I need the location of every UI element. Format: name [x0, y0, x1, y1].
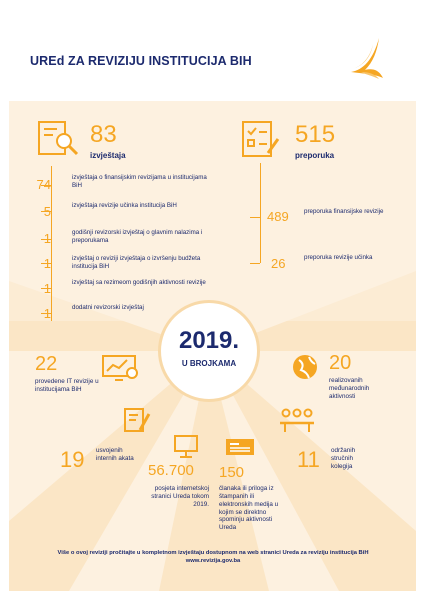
recommendation-item-num: 26: [271, 256, 286, 271]
checklist-icon: [240, 119, 282, 159]
audit-item-num: 74: [36, 177, 51, 192]
computer-icon: [172, 434, 200, 460]
audit-item-num: 1: [43, 256, 51, 271]
globe-icon: [289, 352, 321, 382]
it-audits-num: 22: [35, 353, 58, 375]
collegium-text: održanih stručnih kolegija: [331, 447, 356, 470]
meeting-icon: [277, 406, 317, 434]
audit-item-num: 5: [43, 204, 51, 219]
international-num: 20: [329, 352, 352, 374]
recommendation-item-text: preporuka revizije učinka: [304, 254, 373, 261]
recommendation-tick: [250, 263, 260, 264]
media-num: 150: [219, 464, 245, 481]
year-badge: [158, 300, 260, 402]
audit-item-num: 1: [43, 231, 51, 246]
year-label: 2019.: [178, 327, 240, 354]
audit-item-text: izvještaj o reviziji izvještaja o izvršenju budžeta institucija BiH: [72, 255, 201, 270]
internal-acts-text: usvojenih internih akata: [96, 447, 134, 462]
footer-note: Više o ovoj reviziji pročitajte u kompletnom izvještaju dostupnom na web stranici Ureda za reviziju institucija BiH: [57, 550, 369, 556]
audits-total: 83: [90, 121, 117, 148]
audit-item-text: izvještaj sa rezimeom godišnjih aktivnosti revizije: [72, 279, 206, 286]
audit-item-num: 1: [43, 281, 51, 296]
document-pen-icon: [122, 406, 152, 434]
newspaper-icon: [223, 436, 257, 458]
internal-acts-num: 19: [60, 447, 85, 472]
it-audits-text: provedene IT revizije u institucijama BiH: [35, 378, 99, 393]
page-title: UREd ZA REVIZIJU INSTITUCIJA BIH: [30, 54, 252, 68]
audit-item-text: dodatni revizorski izvještaj: [72, 304, 144, 311]
audit-item-text: godišnji revizorski izvještaj o glavnim nalazima i preporukama: [72, 229, 203, 244]
report-magnifier-icon: [37, 119, 81, 157]
monitor-chart-icon: [99, 353, 141, 383]
recommendation-tick: [250, 217, 260, 218]
recommendation-item-text: preporuka finansijske revizije: [304, 208, 384, 215]
recommendations-list-line: [260, 163, 261, 263]
audit-item-text: izvještaja revizije učinka institucija BiH: [72, 202, 177, 209]
logo-icon: [343, 32, 388, 82]
year-subtitle: U BROJKAMA: [181, 359, 237, 368]
audit-item-num: 1: [43, 306, 51, 321]
recommendation-item-num: 489: [267, 209, 289, 224]
audit-item-text: izvještaja o finansijskim revizijama u institucijama BiH: [72, 174, 207, 189]
footer-website-link[interactable]: www.revizija.gov.ba: [185, 558, 241, 565]
visits-num: 56.700: [148, 462, 194, 479]
collegium-num: 11: [297, 447, 320, 472]
footer: [30, 549, 396, 566]
audits-total-label: izvještaja: [90, 151, 126, 160]
recommendations-total-label: preporuka: [295, 151, 335, 160]
audits-list-line: [51, 166, 52, 321]
stats-panel: [9, 101, 416, 591]
international-text: realizovanih međunarodnih aktivnosti: [329, 377, 370, 400]
visits-text: posjeta internetskoj stranici Ureda tokom 2019.: [151, 485, 209, 508]
recommendations-total: 515: [295, 121, 336, 148]
media-text: članaka ili priloga iz štampanih ili elektronskih medija u kojim se direktno spominju aktivnosti Ureda: [219, 485, 279, 532]
header: [0, 0, 426, 100]
